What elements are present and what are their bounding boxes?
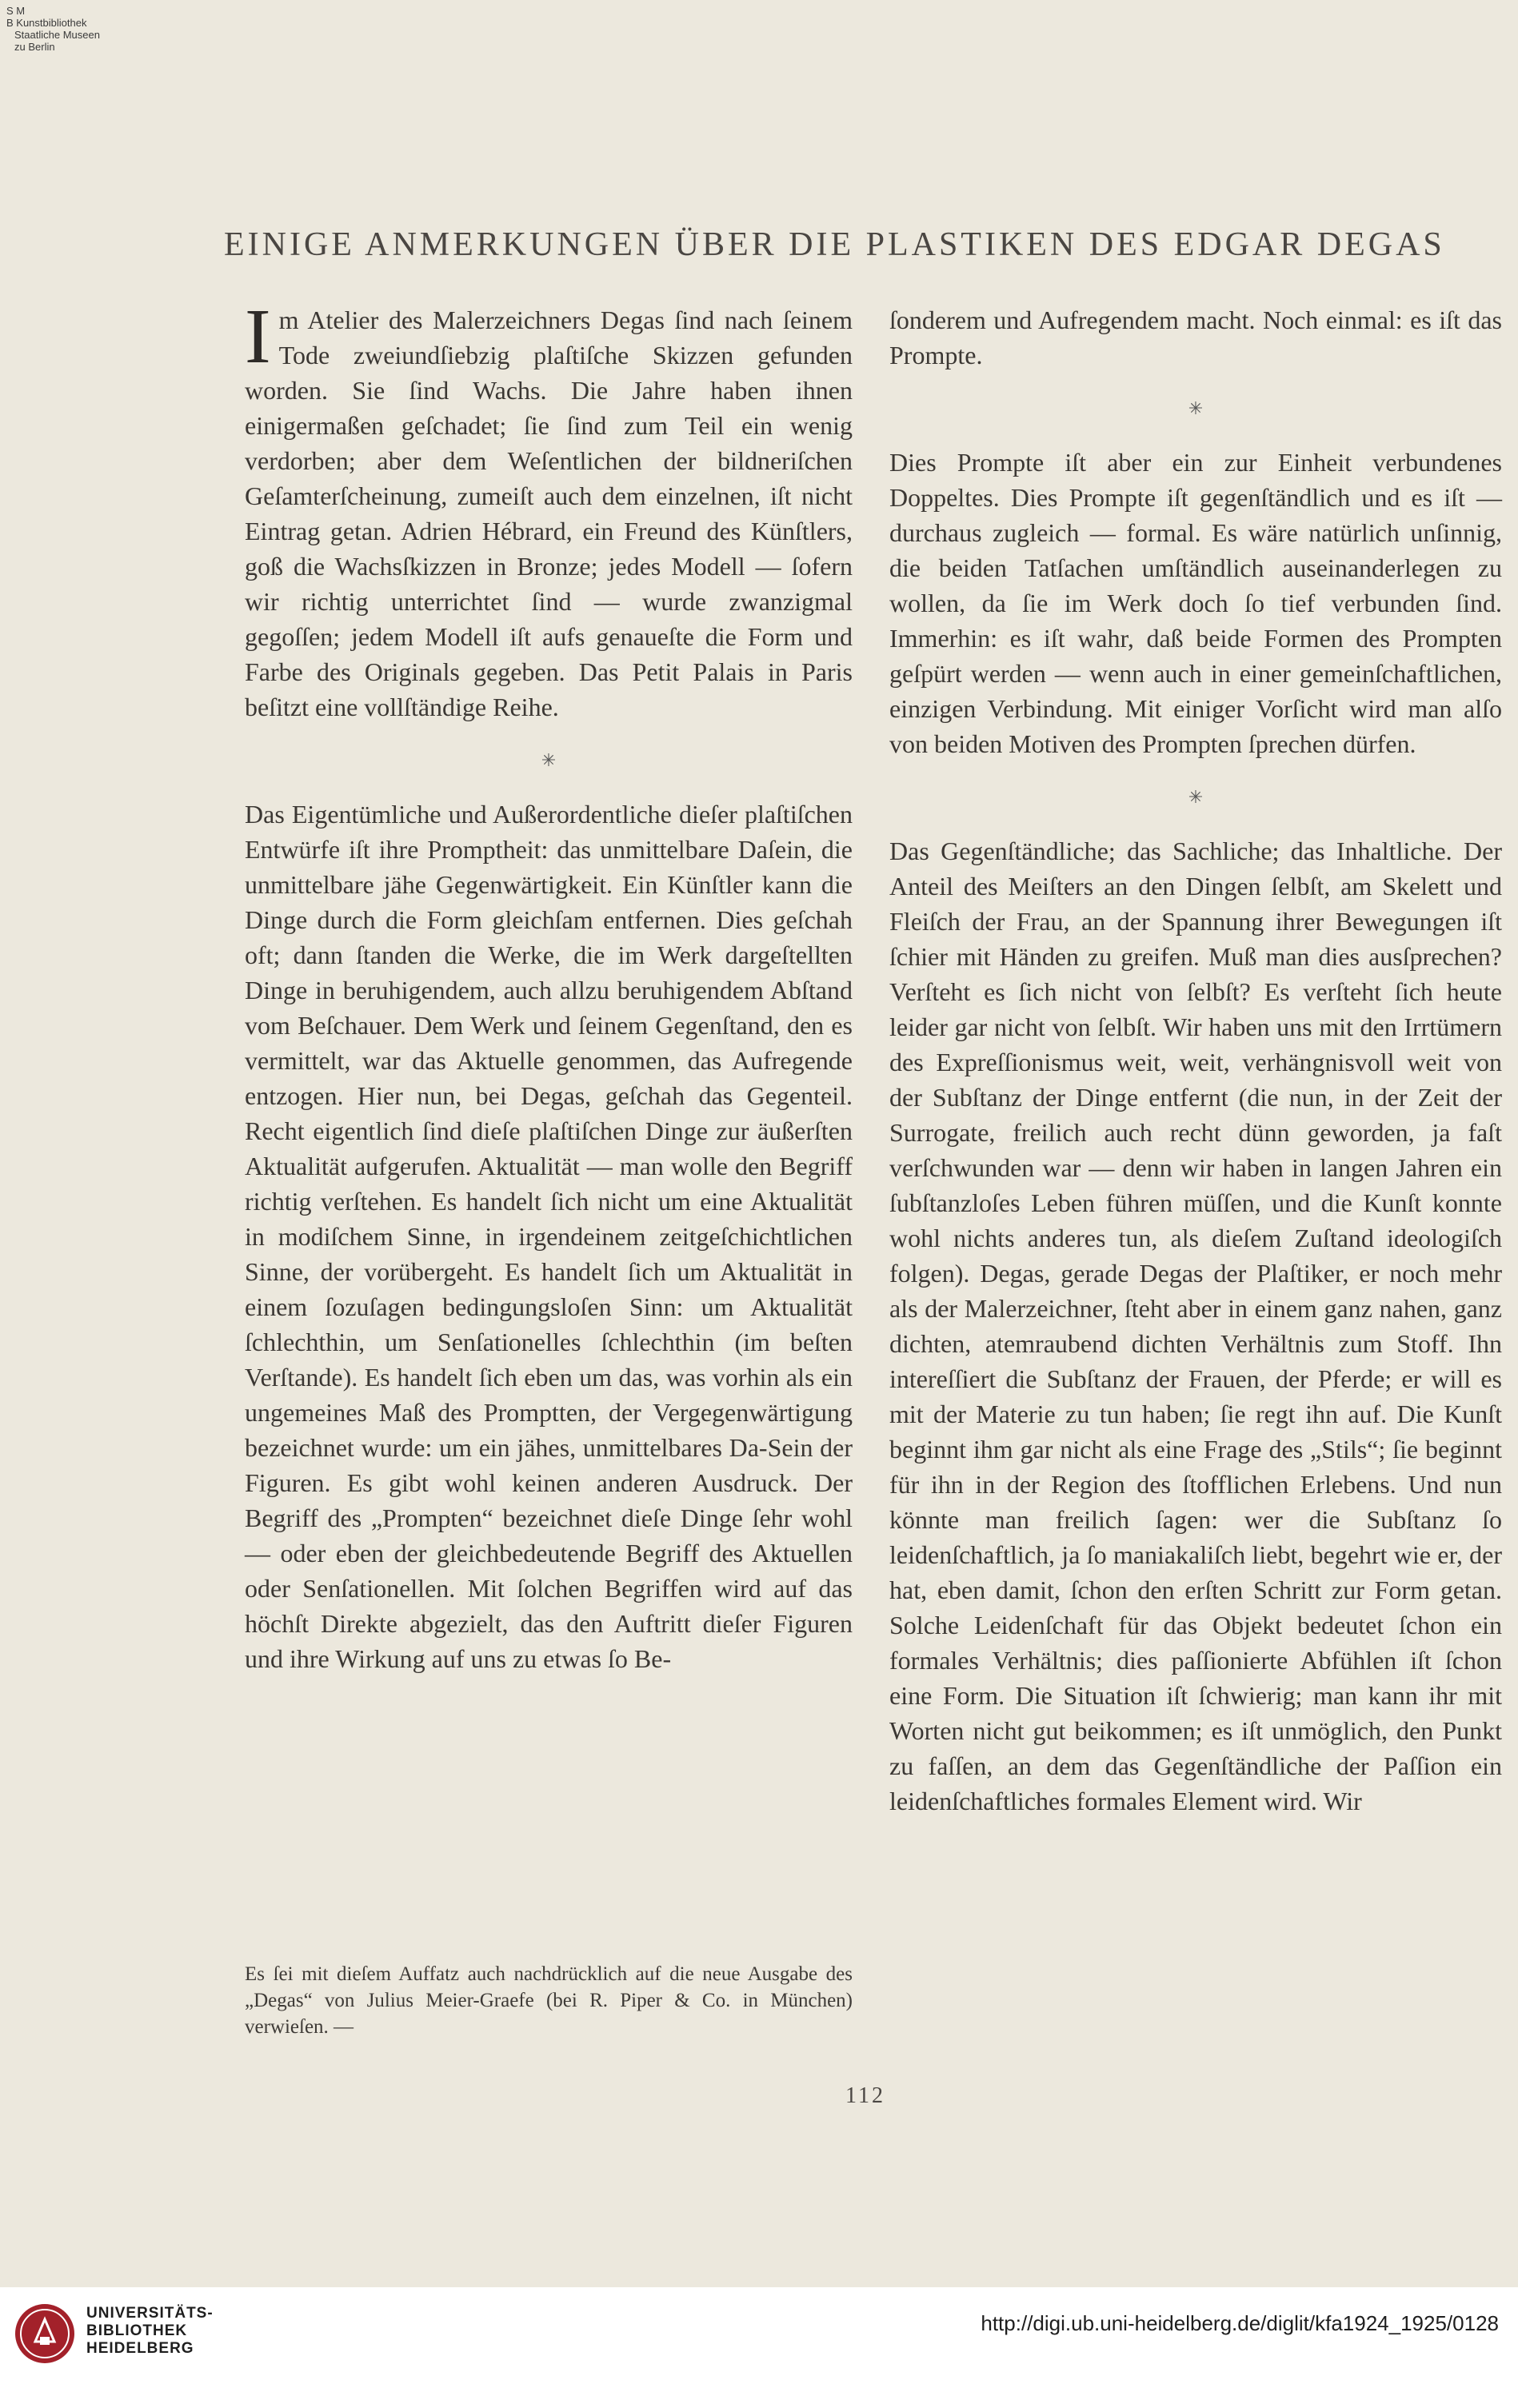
- library-name-line: BIBLIOTHEK: [86, 2322, 188, 2339]
- library-name-line: UNIVERSITÄTS-: [86, 2305, 214, 2322]
- stamp-line: S M: [6, 5, 26, 17]
- library-name-line: HEIDELBERG: [86, 2340, 194, 2357]
- paragraph-double-nature: Dies Prompte iſt aber ein zur Einheit verbundenes Doppeltes. Dies Prompte iſt gegenſtändlich und es iſt — durchaus zugleich — formal. Es wäre natürlich unſinnig, die beiden Tatſachen umſtändlich auseinanderlegen zu wollen, da ſie im Werk doch ſo tief verbunden ſind. Immerhin: es iſt wahr, daß beide Formen des Prompten geſpürt werden — wenn auch in einer gemeinſchaftlichen, einzigen Verbindung. Mit einiger Vorſicht wird man alſo von beiden Motiven des Prompten ſprechen dürfen.: [889, 448, 1502, 758]
- paragraph-intro-text: m Atelier des Malerzeichners Degas ſind nach ſeinem Tode zweiundſiebzig plaſtiſche Skizzen gefunden worden. Sie ſind Wachs. Die Jahre haben ihnen einigermaßen geſchadet; ſie ſind zum Teil ein wenig verdorben; aber dem Weſentlichen der bildneriſchen Geſamterſcheinung, zumeiſt auch dem einzelnen, iſt nicht Eintrag getan. Adrien Hébrard, ein Freund des Künſtlers, goß die Wachsſkizzen in Bronze; jedes Modell — ſofern wir richtig unterrichtet ſind — wurde zwanzigmal gegoſſen; jedem Modell iſt aufs genaueſte die Form und Farbe des Originals gegeben. Das Petit Palais in Paris beſitzt eine vollſtändige Reihe.: [245, 305, 853, 721]
- section-divider-star: ✳: [1188, 398, 1204, 418]
- footer-bar: [0, 2287, 1518, 2408]
- page-number: 112: [845, 2083, 885, 2108]
- section-divider-star: ✳: [1188, 787, 1204, 807]
- library-stamp: [6, 5, 100, 53]
- article-title: EINIGE ANMERKUNGEN ÜBER DIE PLASTIKEN DES EDGAR DEGAS: [224, 226, 1445, 263]
- section-divider-star: ✳: [541, 750, 557, 770]
- heidelberg-seal-icon: [13, 2302, 77, 2366]
- paragraph-intro: [245, 294, 853, 725]
- right-column: [889, 302, 1502, 1819]
- paragraph-substance: Das Gegenſtändliche; das Sachliche; das Inhaltliche. Der Anteil des Meiſters an den Dingen ſelbſt, am Skelett und Fleiſch der Frau, an der Spannung ihrer Bewegungen iſt ſchier mit Händen zu greifen. Muß man dies ausſprechen? Verſteht es ſich nicht von ſelbſt? Es verſteht ſich heute leider gar nicht von ſelbſt. Wir haben uns mit den Irrtümern des Expreſſionismus weit, weit, verhängnisvoll weit von der Subſtanz der Dinge entfernt (die nun, in der Zeit der Surrogate, freilich auch recht dünn geworden, ja faſt verſchwunden war — denn wir haben in langen Jahren ein ſubſtanzloſes Leben führen müſſen, und die Kunſt konnte wohl nichts anderes tun, als dieſem Zuſtand ideologiſch folgen). Degas, gerade Degas der Plaſtiker, er noch mehr als der Malerzeichner, ſteht aber in einem ganz nahen, ganz dichten, atemraubend dichten Verhältnis zum Stoff. Ihn intereſſiert die Subſtanz der Frauen, der Pferde; er will es mit der Materie zu tun haben; ſie regt ihn auf. Die Kunſt beginnt ihm gar nicht als eine Frage des „Stils“; ſie beginnt für ihn in der Region des ſtofflichen Erlebens. Und nun könnte man freilich ſagen: wer die Subſtanz ſo leidenſchaftlich, ja ſo maniakaliſch liebt, begehrt wie er, der hat, eben damit, ſchon den erſten Schritt zur Form getan. Solche Leidenſchaft für das Objekt bedeutet ſchon ein formales Verhältnis; dies paſſionierte Abfühlen iſt ſchon eine Form. Die Situation iſt ſchwierig; man kann ihr mit Worten nicht gut beikommen; es iſt unmöglich, den Punkt zu faſſen, an dem das Gegenſtändliche der Paſſion ein leidenſchaftliches formales Element wird. Wir: [889, 837, 1502, 1815]
- left-column: [245, 294, 853, 1676]
- library-name: [86, 2305, 214, 2358]
- permalink-url[interactable]: http://digi.ub.uni-heidelberg.de/diglit/kfa1924_1925/0128: [981, 2311, 1499, 2335]
- stamp-line: zu Berlin: [14, 41, 55, 53]
- paragraph-continuation: ſonderem und Aufregendem macht. Noch einmal: es iſt das Prompte.: [889, 305, 1502, 369]
- footnote: Es ſei mit dieſem Auffatz auch nachdrücklich auf die neue Ausgabe des „Degas“ von Julius Meier-Graefe (bei R. Piper & Co. in München) verwieſen. —: [245, 1963, 853, 2038]
- drop-cap: I: [245, 294, 271, 380]
- stamp-line: B Kunstbibliothek: [6, 17, 87, 29]
- stamp-line: Staatliche Museen: [14, 29, 100, 41]
- paragraph-promptness: Das Eigentümliche und Außerordentliche dieſer plaſtiſchen Entwürfe iſt ihre Promptheit: das unmittelbare Daſein, die unmittelbare jähe Gegenwärtigkeit. Ein Künſtler kann die Dinge durch die Form gleichſam entfernen. Dies geſchah oft; dann ſtanden die Werke, die im Werk dargeſtellten Dinge in beruhigendem, auch allzu beruhigendem Abſtand vom Beſchauer. Dem Werk und ſeinem Gegenſtand, den es vermittelt, war das Aktuelle genommen, das Aufregende entzogen. Hier nun, bei Degas, geſchah das Gegenteil. Recht eigentlich ſind dieſe plaſtiſchen Dinge zur äußerſten Aktualität aufgerufen. Aktualität — man wolle den Begriff richtig verſtehen. Es handelt ſich nicht um eine Aktualität in modiſchem Sinne, in irgendeinem zeitgeſchichtlichen Sinne, der vorübergeht. Es handelt ſich um Aktualität in einem ſozuſagen bedingungsloſen Sinn: um Aktualität ſchlechthin, um Senſationelles ſchlechthin (im beſten Verſtande). Es handelt ſich eben um das, was vorhin als ein ungemeines Maß des Promptten, der Vergegenwärtigung bezeichnet wurde: um ein jähes, unmittelbares Da-Sein der Figuren. Es gibt wohl keinen anderen Ausdruck. Der Begriff des „Prompten“ bezeichnet dieſe Dinge ſehr wohl — oder eben der gleichbedeutende Begriff des Aktuellen oder Senſationellen. Mit ſolchen Begriffen wird auf das höchſt Direkte abgezielt, das den Auftritt dieſer Figuren und ihre Wirkung auf uns zu etwas ſo Be-: [245, 800, 853, 1673]
